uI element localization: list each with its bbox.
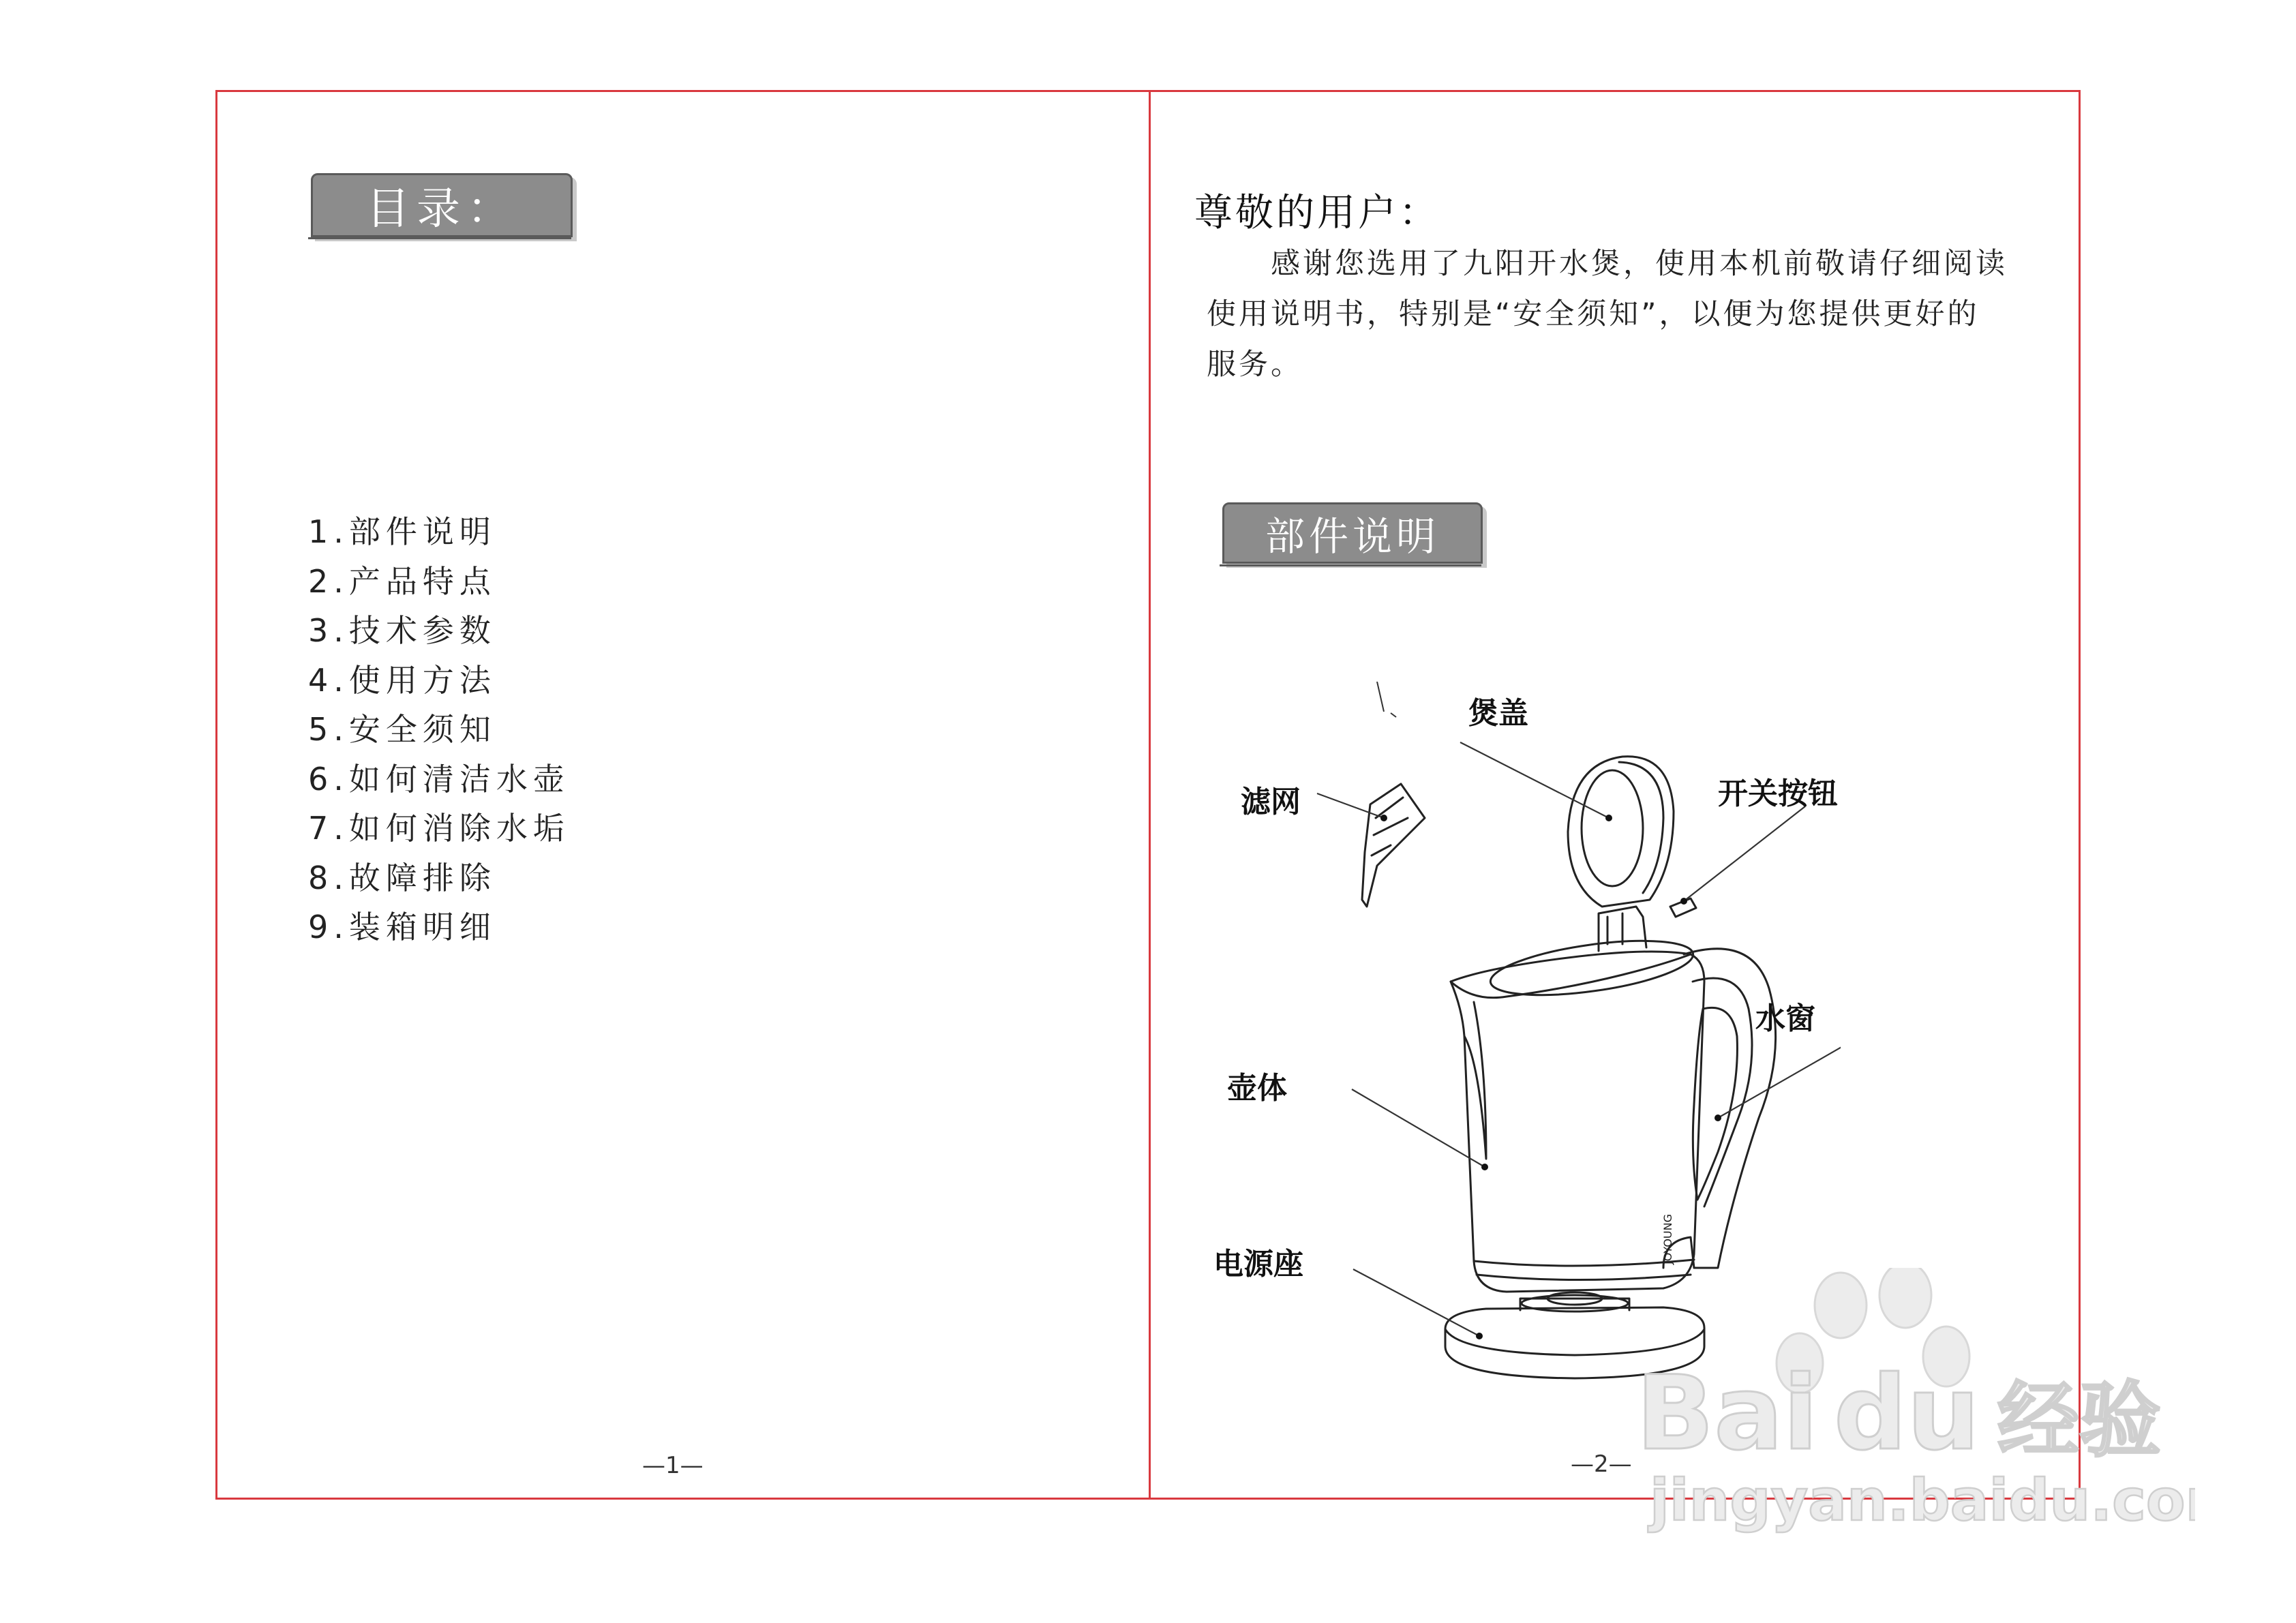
baidu-watermark [1636, 1268, 2195, 1543]
leader-body [1352, 1089, 1485, 1167]
intro-text [1207, 239, 2025, 390]
toc-heading-text: 目录： [366, 184, 517, 234]
table-of-contents [308, 507, 570, 952]
part-label-power-base: 电源座 [1213, 1247, 1303, 1281]
intro-line: 服务。 [1207, 348, 1303, 382]
parts-heading-text: 部件说明 [1265, 513, 1440, 560]
toc-heading-underline [308, 237, 571, 239]
svg-text:du: du [1834, 1354, 1980, 1473]
page-number-left: —1— [642, 1452, 704, 1479]
toc-heading [311, 173, 573, 237]
baidu-paw-logo [1636, 1268, 2195, 1541]
parts-heading [1222, 502, 1483, 564]
part-label-switch: 开关按钮 [1718, 776, 1838, 811]
toc-item[interactable]: 5.安全须知 [308, 711, 496, 748]
intro-line: 使用说明书，特别是“安全须知”，以便为您提供更好的 [1207, 297, 1980, 331]
leader-base [1353, 1269, 1479, 1336]
toc-item[interactable]: 7.如何消除水垢 [308, 810, 570, 847]
toc-item[interactable]: 1.部件说明 [308, 513, 496, 550]
part-label-water-window: 水窗 [1755, 1001, 1815, 1036]
leader-lid [1460, 742, 1609, 818]
part-label-body: 壶体 [1227, 1071, 1287, 1106]
part-label-filter: 滤网 [1241, 785, 1301, 819]
page-spine [1149, 90, 1151, 1500]
leader-filter [1317, 793, 1384, 818]
kettle-brand-text: JOYOUNG [1661, 1213, 1674, 1264]
watermark-url: jingyan.baidu.com [1650, 1467, 2195, 1534]
svg-text:Bai: Bai [1636, 1354, 1818, 1473]
toc-item[interactable]: 6.如何清洁水壶 [308, 760, 570, 798]
toc-item[interactable]: 3.技术参数 [308, 612, 496, 649]
greeting: 尊敬的用户： [1194, 191, 1440, 235]
leader-switch [1684, 806, 1805, 901]
toc-item[interactable]: 4.使用方法 [308, 661, 496, 699]
intro-line: 感谢您选用了九阳开水煲，使用本机前敬请仔细阅读 [1207, 247, 2008, 281]
page-number-right: —2— [1571, 1451, 1632, 1478]
filter-shape [1362, 784, 1425, 907]
toc-item[interactable]: 2.产品特点 [308, 562, 496, 600]
parts-heading-underline [1220, 564, 1481, 566]
svg-text:经验: 经验 [1997, 1374, 2161, 1468]
part-label-lid: 煲盖 [1468, 696, 1528, 731]
toc-item[interactable]: 8.故障排除 [308, 859, 496, 896]
toc-item[interactable]: 9.装箱明细 [308, 909, 496, 945]
